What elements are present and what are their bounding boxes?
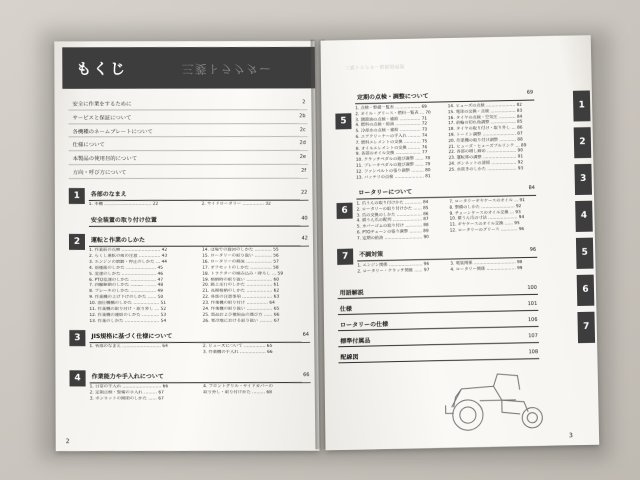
thumb-tab[interactable]: 1: [573, 90, 591, 121]
toc-entry: 18. トラクターの積み込み・降ろし … 59: [202, 271, 284, 277]
front-matter-label: 方向・呼び方について: [72, 170, 127, 177]
toc-row-title: 用語解説: [339, 289, 364, 297]
toc-entry: 25. 部品および補給品の選び方 …… 66: [202, 312, 280, 318]
front-matter-label: 各機種のネームプレートについて: [72, 128, 153, 135]
toc-entry: 10. 油圧機構のしかた ……………… 51: [89, 300, 166, 307]
toc-entry: 1. 爪うんの取り付けかた ………… 84: [356, 199, 429, 206]
toc-header-bar: [62, 47, 315, 89]
thumb-tab[interactable]: 7: [577, 312, 595, 344]
chapter-page: 64: [302, 331, 310, 338]
chapter-heading: [90, 370, 311, 383]
front-matter-page: 2c: [299, 126, 306, 133]
toc-entry: 23. 運転席の調整 …………………… 91: [448, 153, 524, 161]
chapter-entries: [89, 202, 309, 208]
toc-entry: 24. ボンネットの清掃 ……………… 92: [448, 159, 524, 166]
toc-entry: 1. エンジン関係 …………………… 96: [357, 260, 430, 268]
left-folio: 2: [65, 437, 70, 446]
chapter-title: 運転と作業のしかた: [90, 236, 146, 244]
toc-entry: 22. 各部の増し締め ………………… 90: [448, 147, 523, 155]
entry-column: [356, 199, 444, 241]
toc-entry: 13. バッテリの点検 ………………… 81: [356, 172, 431, 180]
toc-entry: 4. 耕うん爪の配列 ………………… 87: [356, 216, 429, 223]
thumb-tab[interactable]: 6: [577, 275, 595, 306]
toc-entry: 12. ロータリーのグリース ………… 96: [449, 226, 525, 233]
toc-entry: 6. PTOチェーンの張り調整 ……… 89: [356, 228, 429, 235]
chapter-entries: [355, 101, 536, 180]
thumb-tab[interactable]: 3: [574, 164, 592, 195]
toc-entry: 6. エアクリーナーの手入れ ……… 74: [355, 132, 428, 139]
list-item: [69, 137, 308, 151]
toc-row: [338, 331, 539, 347]
chapter-block-6: [336, 183, 536, 241]
toc-entry: 16. ロータリーの耕深 ……………… 57: [202, 259, 279, 265]
list-item: [68, 110, 307, 124]
left-page: [54, 41, 319, 451]
toc-entry: 5. 変速のしかた …………………… 46: [89, 271, 164, 277]
toc-entry: 3. 作業機の手入れ ……………… 66: [202, 349, 273, 355]
toc-entry: 11. ギヤケースのオイル交換 …… 95: [449, 220, 520, 227]
toc-row-page: 100: [527, 284, 537, 291]
chapter-number: 4: [69, 370, 85, 386]
list-item: [69, 124, 308, 138]
toc-entry: 4. 燃料の点検・給油 ……………… 72: [355, 120, 428, 128]
toc-entry: 1. 点検・整備一覧表 ……………… 69: [355, 103, 427, 111]
list-item: [69, 151, 308, 165]
toc-entry: 7. 四輪駆動のしかた ……………… 48: [89, 283, 164, 289]
right-folio: 3: [568, 432, 573, 440]
toc-entry: 2. サイドロータリー …………… 32: [201, 201, 271, 207]
toc-entry: 12. 作業機の連結のしかた ………… 53: [89, 312, 167, 318]
toc-entry: 1. 各部のなまえ ……………………… 64: [89, 343, 168, 350]
toc-entry: 19. トーイン調整 …………………… 87: [448, 130, 523, 137]
toc-entry: 4. ロータリー関係 ………………… 99: [450, 264, 523, 272]
toc-entry: 3. 爪の交換のしかた ……………… 86: [356, 210, 429, 218]
entry-column: [202, 202, 309, 208]
toc-row-page: 107: [528, 332, 538, 340]
toc-entry: 2. らくし運転の前の注意 …………… 43: [89, 253, 168, 259]
toc-entry: 9. 各部のオイル交換 ……………… 77: [355, 149, 428, 157]
chapter-heading: [89, 188, 309, 201]
chapter-title: 定期の点検・調整について: [357, 92, 429, 102]
toc-entry: 25. 水抜きのしかた ………………… 93: [448, 165, 524, 172]
toc-entry: 7. 燃料エレメントの交換 ………… 75: [355, 138, 428, 145]
toc-entry: 5. 冷却水の点検・補給 …………… 73: [355, 126, 428, 134]
chapter-number: 1: [69, 188, 85, 204]
page-title: もくじ: [76, 60, 128, 78]
chapter-page: 84: [528, 184, 536, 192]
chapter-title: 不調対策: [359, 250, 384, 259]
toc-entry: 11. 作業機の取り付け・取り外し … 52: [89, 306, 167, 313]
toc-entry: 4. フロントグリル・サイドカバーの: [203, 384, 273, 390]
entry-column: [355, 103, 443, 180]
toc-row-title: 配線図: [340, 353, 359, 362]
toc-entry: 21. 長期格納のしかた ……………… 62: [202, 288, 280, 295]
toc-entry: 22. 各部の注意事項 ………………… 63: [202, 294, 280, 300]
entry-column: [89, 344, 196, 356]
toc-entry: 3. 電装関係 ………………………… 98: [450, 259, 523, 266]
toc-entry: 3. ボンネットの開閉のしかた …… 67: [89, 396, 164, 402]
toc-entry: 20. 作業機の取り付け調整 ………… 88: [448, 136, 523, 143]
toc-entry: 4. 前後進のしかた ………………… 45: [89, 265, 164, 271]
front-matter-label: 本製品の使用目的について: [72, 156, 138, 163]
chapter-title: ロータリーについて: [358, 188, 413, 197]
toc-entry: 1. 本機 …………………………… 22: [88, 201, 159, 207]
entry-column: [449, 197, 537, 239]
toc-row-title: 仕様: [339, 305, 352, 313]
chapter-page: 66: [303, 371, 310, 378]
chapter-title: 各部のなまえ: [90, 190, 127, 198]
chapter-number: 6: [336, 203, 352, 219]
entry-column: [448, 101, 536, 178]
chapter-title: JIS規格に基づく仕様について: [91, 332, 173, 341]
toc-row: [338, 283, 538, 299]
list-item: [69, 165, 309, 179]
toc-entry: 1. 作業前の点検 ……………………… 42: [89, 247, 168, 253]
toc-entry: 6. PTO変速のしかた ……………… 47: [89, 277, 164, 283]
thumb-tab[interactable]: 5: [576, 238, 594, 269]
chapter-entries: [89, 247, 310, 324]
front-matter-page: 2d: [299, 140, 306, 147]
toc-entry: 2. ロータリー・クラッチ関係 …… 97: [357, 266, 430, 274]
toc-entry: 21. ヒューズ・ヒューズブルリンク … 89: [448, 141, 527, 149]
toc-entry: 2. オイル・グリース・燃料一覧表 … 70: [355, 109, 431, 116]
toc-entry: 8. 整備のしかた …………………… 92: [449, 202, 522, 210]
toc-entry: 2. ヒューズについて …………… 65: [202, 343, 273, 349]
chapter-entries: [356, 197, 536, 241]
chapter-subheading: [89, 214, 309, 227]
toc-entry: 26. 寒冷地における取り扱い ……… 67: [202, 318, 280, 324]
front-matter-label: 仕様について: [72, 142, 105, 149]
chapter-title: 作業能力や手入れについて: [91, 373, 164, 381]
toc-entry: 10. クラッチペダルの遊び調整 …… 78: [355, 155, 431, 162]
toc-entry: 15. 電球の交換・点検 ……………… 83: [447, 107, 523, 114]
toc-entry: 2. ロータリーの取り付けかた …… 85: [356, 204, 429, 212]
toc-entry: 7. ロータリーギヤケースのオイル … 91: [449, 197, 525, 204]
entry-column: [90, 384, 198, 402]
toc-entry: 16. タイヤの点検・空気圧 ………… 84: [447, 113, 523, 120]
toc-entry: 18. タイヤの取り付け・取り外し … 86: [448, 124, 523, 132]
toc-row: [338, 299, 539, 315]
toc-entry: 8. ブレーキのしかた ……………… 49: [89, 289, 164, 295]
toc-entry: 17. 前輪の切れ角調整 ……………… 85: [448, 118, 523, 126]
list-item: [68, 96, 307, 110]
front-matter-list: [68, 96, 308, 179]
toc-entry: 2. 定期点検・整備の手入れ ……… 67: [89, 390, 164, 396]
chapter-heading: [89, 330, 310, 343]
right-page: [321, 35, 600, 450]
chapter-number: 3: [69, 330, 85, 346]
chapter-page: 42: [301, 235, 308, 242]
entry-column: [357, 261, 444, 274]
chapter-page: 69: [526, 89, 534, 96]
toc-entry: 23. 作業機の取り付け …………… 64: [202, 300, 275, 306]
toc-row: [338, 347, 539, 363]
toc-entry: 19. 格納時の取り扱い ……………… 60: [202, 277, 279, 283]
chapter-block-5: [335, 88, 534, 180]
toc-entry: 10. 耕うん爪の寸法 ………………… 94: [449, 214, 525, 221]
chapter-heading: [89, 233, 309, 246]
entry-column: [89, 202, 196, 208]
thumb-tab[interactable]: 4: [575, 201, 593, 232]
entry-column: [450, 259, 537, 272]
ghost-mirror-text: 三菱トラクター取扱説明書: [344, 62, 405, 70]
toc-entry: 9. チェーンケースのオイル交換 … 93: [449, 208, 521, 216]
toc-row-page: 101: [527, 300, 538, 308]
toc-entry: 15. ロータリーの取り扱い ………… 56: [202, 253, 279, 259]
chapter-entries: [89, 344, 310, 356]
entry-column: [89, 248, 197, 325]
toc-entry: 5. カバーゴムの取り付け ………… 88: [356, 222, 429, 229]
toc-entry: 11. ブレーキペダルの遊び調整 …… 79: [355, 161, 431, 168]
toc-entry: 24. 作業機の取り扱い ……………… 65: [202, 306, 280, 312]
thumb-tab[interactable]: 2: [574, 127, 592, 158]
toc-entry: 17. オフセットのしかた …………… 58: [202, 265, 279, 271]
toc-row-page: 106: [527, 316, 538, 324]
toc-entry: 12. ファンベルトの張り調整 ……… 80: [356, 166, 431, 174]
toc-entry: 7. 定期の給油 ……………………… 90: [356, 233, 429, 241]
toc-entry: 13. 作業のしかた …………………… 54: [89, 318, 167, 324]
toc-entry: 9. 作業機の上げ下げのしかた …… 50: [89, 295, 164, 301]
thumb-index-tabs: [573, 90, 595, 349]
toc-entry: 14. ほ場での旋回のしかた ………… 55: [202, 247, 279, 253]
toc-entry: 14. ヒューズの点検 ………………… 82: [447, 101, 522, 109]
front-matter-label: サービスと保証について: [72, 115, 132, 122]
chapter-entries: [90, 384, 311, 402]
subheading-title: 安全装置の取り付け位置: [90, 216, 157, 224]
chapter-page: 96: [529, 246, 537, 253]
open-book: [54, 36, 599, 452]
toc-entry: 3. エンジンの始動・停止のしかた … 44: [89, 259, 168, 265]
front-matter-page: 2e: [299, 154, 307, 160]
chapter-entries: [357, 259, 537, 274]
tractor-illustration: [431, 364, 573, 434]
toc-entry: 取り外し・取り付けかた ……… 68: [203, 390, 272, 396]
front-matter-page: 2b: [299, 112, 306, 119]
toc-entry: 20. 路上走行のしかた ……………… 61: [202, 282, 280, 289]
front-matter-label: 安全に作業をするために: [72, 101, 132, 108]
ghost-mirror-title: 三菱トラクター: [181, 61, 272, 76]
front-matter-page: 2f: [301, 167, 307, 174]
toc-row-page: 108: [528, 349, 539, 356]
toc-entry: 8. オイルエレメントの交換 ……… 76: [355, 143, 428, 151]
toc-row-title: ロータリーの仕様: [340, 321, 389, 330]
chapter-block-7: [337, 245, 537, 274]
toc-entry: 3. 潤滑油の点検・補給 …………… 71: [355, 115, 428, 122]
entry-column: [203, 384, 311, 402]
toc-entry: 1. 日常の手入れ ……………………… 66: [89, 384, 169, 390]
front-matter-page: 2: [302, 99, 306, 106]
entry-column: [202, 247, 310, 324]
chapter-number: 2: [69, 234, 85, 250]
chapter-page: 22: [301, 189, 308, 196]
toc-row: [338, 315, 539, 331]
toc-row-title: 標準付属品: [340, 337, 371, 346]
chapter-number: 5: [335, 113, 351, 129]
chapter-number: 7: [337, 249, 353, 265]
entry-column: [203, 344, 310, 356]
subheading-page: 40: [301, 215, 308, 222]
